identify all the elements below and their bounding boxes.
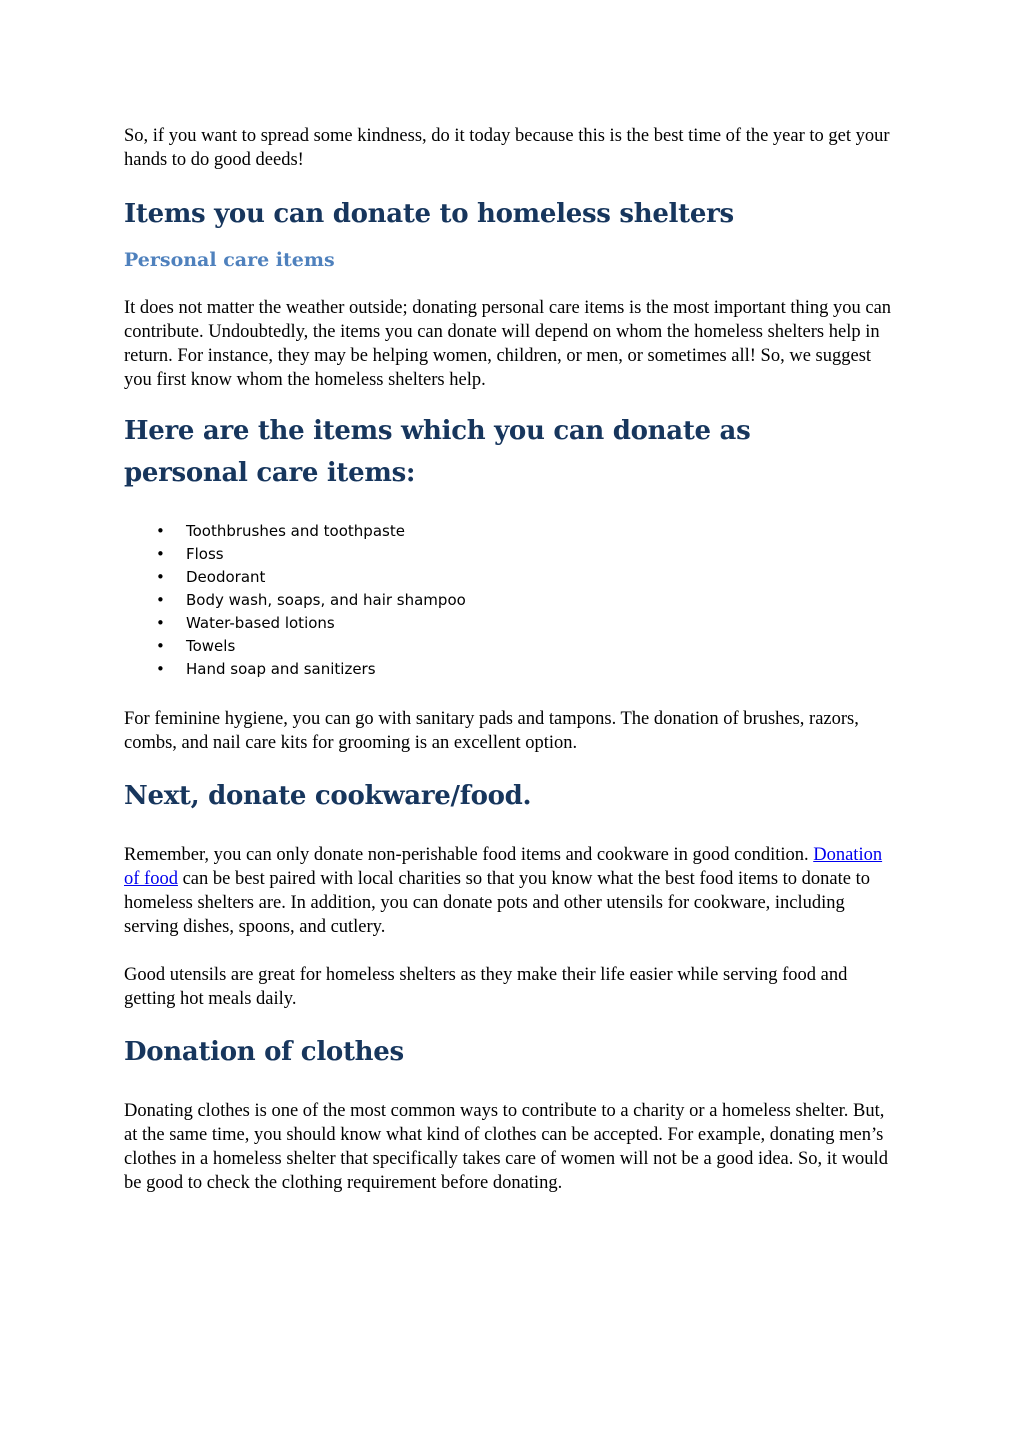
clothes-heading: Donation of clothes xyxy=(124,1037,404,1067)
list-item-label: Hand soap and sanitizers xyxy=(186,660,376,678)
donation-of-food-link[interactable]: Donation of food xyxy=(124,845,883,889)
bullet-icon: • xyxy=(156,568,165,586)
list-item xyxy=(124,635,900,658)
utensils-paragraph: Good utensils are great for homeless shelters as they make their life easier while serving food and getting hot meals daily. xyxy=(124,965,848,1009)
bullet-icon: • xyxy=(156,660,165,678)
list-item xyxy=(124,566,900,589)
document-page xyxy=(124,124,900,1195)
personal-items-heading: Here are the items which you can donate as personal care items: xyxy=(124,416,751,488)
personal-care-paragraph: It does not matter the weather outside; donating personal care items is the most important thing you can contribute. Undoubtedly, the items you can donate will depend on whom the homeless shelters help in return. For instance, they may be helping women, children, or men, or sometimes all! So, we suggest you first know whom the homeless shelters help. xyxy=(124,298,892,390)
list-item-label: Water-based lotions xyxy=(186,614,335,632)
cookware-heading: Next, donate cookware/food. xyxy=(124,781,532,811)
clothes-paragraph: Donating clothes is one of the most common ways to contribute to a charity or a homeless shelter. But, at the same time, you should know what kind of clothes can be accepted. For example, donating men’s clothes in a homeless shelter that specifically takes care of women will not be a good idea. So, it would be good to check the clothing requirement before donating. xyxy=(124,1101,888,1193)
cookware-text-before: Remember, you can only donate non-perishable food items and cookware in good condition. xyxy=(124,845,814,865)
feminine-hygiene-paragraph: For feminine hygiene, you can go with sanitary pads and tampons. The donation of brushes, razors, combs, and nail care kits for grooming is an excellent option. xyxy=(124,709,859,753)
bullet-icon: • xyxy=(156,591,165,609)
bullet-icon: • xyxy=(156,637,165,655)
list-item xyxy=(124,612,900,635)
bullet-icon: • xyxy=(156,614,165,632)
intro-paragraph: So, if you want to spread some kindness, do it today because this is the best time of the year to get your hands to do good deeds! xyxy=(124,126,890,170)
cookware-paragraph xyxy=(124,843,900,939)
list-item xyxy=(124,658,900,681)
bullet-icon: • xyxy=(156,522,165,540)
cookware-text-after: can be best paired with local charities so that you know what the best food items to donate to homeless shelters are. In addition, you can donate pots and other utensils for cookware, including serving dishes, spoons, and cutlery. xyxy=(124,869,870,937)
items-heading: Items you can donate to homeless shelters xyxy=(124,199,734,229)
list-item xyxy=(124,589,900,612)
bullet-icon: • xyxy=(156,545,165,563)
personal-care-subheading: Personal care items xyxy=(124,249,335,271)
list-item-label: Deodorant xyxy=(186,568,266,586)
list-item-label: Body wash, soaps, and hair shampoo xyxy=(186,591,466,609)
list-item xyxy=(124,543,900,566)
list-item-label: Toothbrushes and toothpaste xyxy=(186,522,405,540)
list-item xyxy=(124,520,900,543)
list-item-label: Floss xyxy=(186,545,224,563)
list-item-label: Towels xyxy=(186,637,236,655)
personal-items-list xyxy=(124,520,900,681)
